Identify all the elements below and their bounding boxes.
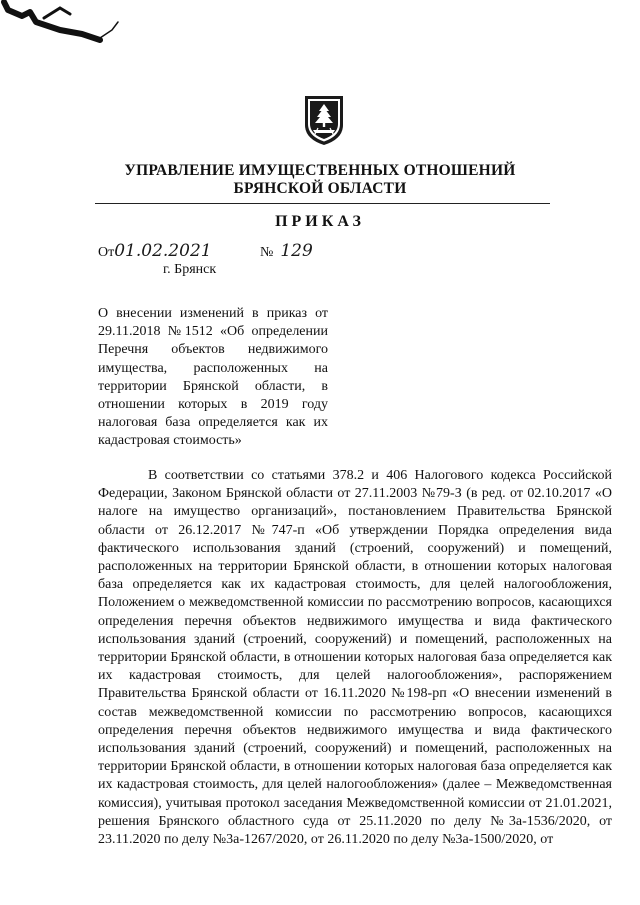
city-name: г. Брянск: [163, 262, 217, 277]
handwritten-mark: [0, 0, 140, 70]
organization-region: БРЯНСКОЙ ОБЛАСТИ: [233, 180, 407, 197]
header-divider: [95, 203, 550, 204]
order-date: [98, 241, 212, 261]
date-prefix: От: [98, 245, 115, 260]
order-number: [260, 241, 313, 261]
body-paragraph: В соответствии со статьями 378.2 и 406 Налогового кодекса Российской Федерации, Законом Брянской области от 27.11.2003 №79-З (в ред. от 02.10.2017 «О налоге на имущество организаций», постановлением Правительства Брянской области от 26.12.2017 №747-п «Об утверждении Порядка определения вида фактического использования зданий (строений, сооружений) и помещений, расположенных на территории Брянской области, в отношении которых налоговая база определяется как их кадастровая стоимость, для целей налогообложения, Положением о межведомственной комиссии по рассмотрению вопросов, касающихся определения перечня объектов недвижимого имущества и вида фактического использования зданий (строений, сооружений) и помещений, расположенных на территории Брянской области, в отношении которых налоговая база определяется как их кадастровая стоимость, для целей налогообложения», распоряжением Правительства Брянской области от 16.11.2020 №198-рп «О внесении изменений в состав межведомственной комиссии по рассмотрению вопросов, касающихся определения перечня объектов недвижимого имущества и вида фактического использования зданий (строений, сооружений) и помещений, расположенных на территории Брянской области, в отношении которых налоговая база определяется как их кадастровая стоимость, для целей налогообложения» (далее – Межведомственная комиссия), учитывая протокол заседания Межведомственной комиссии от 21.01.2021, решения Брянского областного суда от 25.11.2020 по делу №3а-1536/2020, от 23.11.2020 по делу №3а-1267/2020, от 26.11.2020 по делу №3а-1500/2020, от: [98, 468, 612, 848]
number-handwritten: 129: [280, 241, 313, 261]
date-handwritten: 01.02.2021: [114, 241, 212, 261]
bryansk-coat-of-arms-icon: [302, 93, 346, 147]
organization-name: УПРАВЛЕНИЕ ИМУЩЕСТВЕННЫХ ОТНОШЕНИЙ: [124, 162, 516, 179]
order-subject: О внесении изменений в приказ от 29.11.2018 №1512 «Об определении Перечня объектов недвижимого имущества, расположенных на территории Брянской области, в отношении которых в 2019 году налоговая база определяется как их кадастровая стоимость»: [98, 306, 328, 449]
document-type-title: ПРИКАЗ: [275, 213, 365, 230]
number-prefix: №: [260, 245, 274, 260]
